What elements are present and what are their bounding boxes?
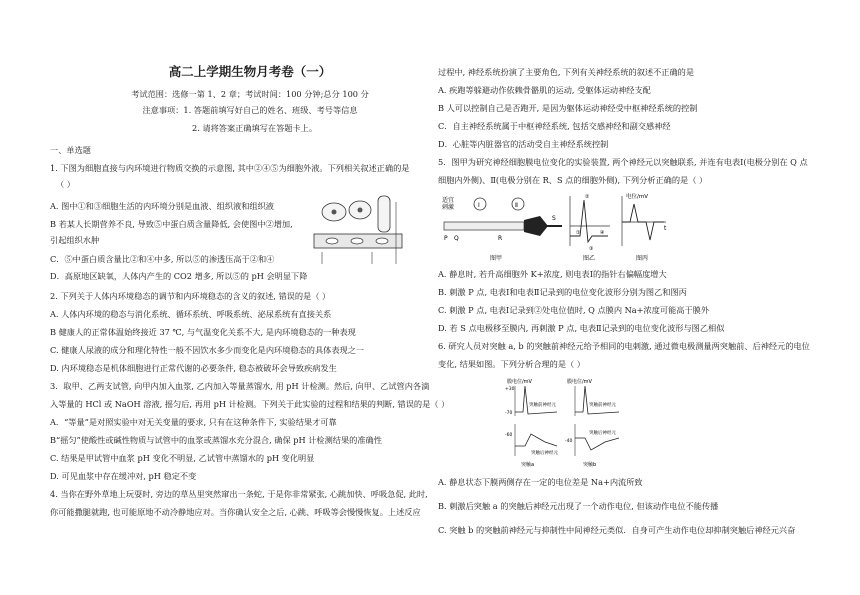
stimulus-label: 适宜 <box>442 197 455 204</box>
q2-option-b: B 健康人的正常体温始终接近 37 ℃, 与气温变化关系不大, 是内环境稳态的一种表现 <box>50 327 356 337</box>
q3-option-d: D. 可见血浆中存在缓冲对, pH 稳定不变 <box>50 471 197 481</box>
cell-nucleus <box>358 208 363 213</box>
graph-yi-mark: ③ <box>589 246 594 252</box>
graph-yi-mark: ④ <box>600 230 605 236</box>
figure-jia-caption: 图甲 <box>490 255 503 262</box>
q6-stem-line2: 变化, 结果如图。下列分析合理的是（ ） <box>438 359 585 369</box>
q5-option-d: D. 若 S 点电极移至膜内, 再刺激 P 点, 电表Ⅱ记录到的电位变化波形与图乙相似 <box>438 323 725 333</box>
fig6-post-b-label: 突触后神经元 <box>589 431 616 436</box>
q5-stem-line1: 5．图甲为研究神经细胞膜电位变化的实验装置, 两个神经元以突触联系, 并连有电表Ⅰ(电极分别在 Q 点 <box>438 157 808 167</box>
graph-bing-curve <box>622 204 664 240</box>
q1-cell-diagram <box>312 194 404 268</box>
q4-stem-line1: 4. 当你在野外草地上玩耍时, 旁边的草丛里突然窜出一条蛇, 于是你非常紧张, 心跳加快、呼吸急促, 此时, <box>50 489 428 499</box>
q5-option-b: B. 刺激 P 点, 电表Ⅰ和电表Ⅱ记录到的电位变化波形分别为图乙和图丙 <box>438 287 687 297</box>
graph-yi-mark: ② <box>585 194 590 200</box>
q1-option-a: A. 图中①和③细胞生活的内环境分别是血液、组织液和组织液 <box>50 201 274 211</box>
q4-option-c: C．自主神经系统属于中枢神经系统, 包括交感神经和副交感神经 <box>438 121 671 131</box>
q4-option-b: B 人可以控制自己是否跑开, 是因为躯体运动神经受中枢神经系统的控制 <box>438 103 698 113</box>
q1-option-d: D．高原地区缺氧，人体内产生的 CO2 增多, 所以⑤的 pH 会明显下降 <box>50 271 308 281</box>
notice-line-1: 注意事项：1. 答题前填写好自己的姓名、班级、考号等信息 <box>142 105 358 115</box>
q6-option-b: B. 刺激后突触 a 的突触后神经元出现了一个动作电位, 但该动作电位不能传播 <box>438 501 719 511</box>
fig6-tick-60: -60 <box>505 433 513 438</box>
q1-stem: 1. 下图为细胞直接与内环境进行物质交换的示意图, 其中②④⑤为细胞外液。下列相关叙述正确的是 <box>50 163 410 173</box>
exam-scope: 考试范围：选修一第 1、2 章；考试时间：100 分钟;总分 100 分 <box>131 89 369 99</box>
q4-option-d: D．心脏等内脏器官的活动受自主神经系统控制 <box>438 139 609 149</box>
fig6-y-label-left: 膜电位/mV <box>507 379 532 385</box>
q3-stem-line2: 入等量的 HCl 或 NaOH 溶液, 摇匀后, 再用 pH 计检测。下列关于此实验的过程和结果的判断, 错误的是（ ） <box>50 399 450 409</box>
q3-option-c: C. 结果是甲试管中血浆 pH 变化不明显, 乙试管中蒸馏水的 pH 变化明显 <box>50 453 315 463</box>
meter-2-icon <box>512 198 524 210</box>
q6-figure <box>505 376 625 472</box>
q5-option-c: C. 刺激 P 点, 电表Ⅰ记录到②处电位值时, Q 点膜内 Na+浓度可能高于膜外 <box>438 305 710 315</box>
fig6-post-a-curve <box>515 434 557 446</box>
fig6-caption-a: 突触a <box>521 462 535 468</box>
q6-option-a: A. 静息状态下膜两侧存在一定的电位差是 Na+内流所致 <box>438 477 643 487</box>
graph-bing-y-label: 电位/mV <box>626 194 648 200</box>
q5-option-a: A. 静息时, 若升高细胞外 K+浓度, 则电表Ⅰ的指针右偏幅度增大 <box>438 269 667 279</box>
q3-stem-line1: 3．取甲、乙两支试管, 向甲内加入血浆, 乙内加入等量蒸馏水, 用 pH 计检测。然后, 向甲、乙试管内各滴 <box>50 381 430 391</box>
fig6-pre-a-curve <box>515 386 557 414</box>
notice-line-2: 2. 请将答案正确填写在答题卡上。 <box>192 123 318 133</box>
q1-option-b-line2: 引起组织水肿 <box>50 235 100 245</box>
red-blood-cell <box>351 238 363 244</box>
q5-stem-line2: 细胞内外侧)、Ⅱ(电极分别在 R、S 点的细胞外侧), 下列分析正确的是（ ） <box>438 175 708 185</box>
fig6-tick-40: -40 <box>565 439 573 444</box>
q5-figure <box>440 190 670 266</box>
q3-option-a: A．“等量”是对照实验中对无关变量的要求, 只有在这种条件下, 实验结果才可靠 <box>50 417 337 427</box>
point-q-label: Q <box>454 235 459 242</box>
axon <box>444 222 524 230</box>
q1-blank: （ ） <box>56 179 75 189</box>
q6-stem-line1: 6. 研究人员对突触 a, b 的突触前神经元给予相同的电刺激, 通过微电极测量两突触前、后神经元的电位 <box>438 341 810 351</box>
point-s-label: S <box>552 215 556 222</box>
red-blood-cell <box>376 238 388 244</box>
q2-option-d: D. 内环境稳态是机体细胞进行正常代谢的必要条件, 稳态被破坏会导致疾病发生 <box>50 363 337 373</box>
point-p-label: P <box>444 235 448 242</box>
meter-1-label: Ⅰ <box>478 202 480 209</box>
q1-option-c: C．⑤中蛋白质含量比②和④中多, 所以⑤的渗透压高于②和④ <box>50 254 275 264</box>
exam-title: 高二上学期生物月考卷（一） <box>168 64 332 79</box>
fig6-pre-b-label: 突触前神经元 <box>589 403 616 408</box>
section-heading: 一、单选题 <box>50 145 91 155</box>
stimulus-label-2: 刺激 <box>442 204 455 211</box>
meter-1-icon <box>474 198 486 210</box>
q2-option-a: A. 人体内环境的稳态与消化系统、循环系统、呼吸系统、泌尿系统有直接关系 <box>50 309 332 319</box>
graph-bing-t-label: t <box>664 225 667 232</box>
graph-yi-mark: ① <box>576 230 581 236</box>
fig6-tick-70: -70 <box>505 411 513 416</box>
figure-yi-caption: 图乙 <box>583 255 596 262</box>
q4-option-a: A. 疾跑等躲避动作依赖骨骼肌的运动, 受躯体运动神经支配 <box>438 85 651 95</box>
q4-stem-line3: 过程中, 神经系统扮演了主要角色, 下列有关神经系统的叙述不正确的是 <box>438 67 695 77</box>
q2-stem: 2. 下列关于人体内环境稳态的调节和内环境稳态的含义的叙述, 错误的是（ ） <box>50 291 331 301</box>
figure-bing-caption: 图丙 <box>636 255 649 262</box>
point-r-label: R <box>498 235 503 242</box>
cell-nucleus <box>332 210 337 215</box>
lymph-vessel <box>378 196 390 232</box>
fig6-pre-b-curve <box>575 386 619 414</box>
meter-2-label: Ⅱ <box>515 202 518 209</box>
fig6-y-label-right: 膜电位/mV <box>567 379 592 385</box>
q2-option-c: C. 健康人尿液的成分和理化特性一般不因饮水多少而变化是内环境稳态的具体表现之一 <box>50 345 365 355</box>
q4-stem-line2: 你可能撒腿就跑, 也可能原地不动冷静地应对。当你确认安全之后, 心跳、呼吸等会慢慢恢复。上述反应 <box>50 507 421 517</box>
q3-option-b: B“摇匀”使酸性或碱性物质与试管中的血浆或蒸馏水充分混合, 确保 pH 计检测结果的准确性 <box>50 435 382 445</box>
fig6-post-b-curve <box>575 438 619 450</box>
q6-option-c: C. 突触 b 的突触前神经元与抑制性中间神经元类似．自身可产生动作电位却抑制突触后神经元兴奋 <box>438 525 796 535</box>
fig6-post-a-label: 突触后神经元 <box>531 451 558 456</box>
fig6-caption-b: 突触b <box>583 462 597 468</box>
q1-option-b-line1: B 若某人长期营养不良, 导致⑤中蛋白质含量降低, 会使图中②增加, <box>50 219 293 229</box>
red-blood-cell <box>326 238 338 244</box>
fig6-tick-30: +30 <box>505 387 515 392</box>
fig6-pre-a-label: 突触前神经元 <box>529 403 556 408</box>
